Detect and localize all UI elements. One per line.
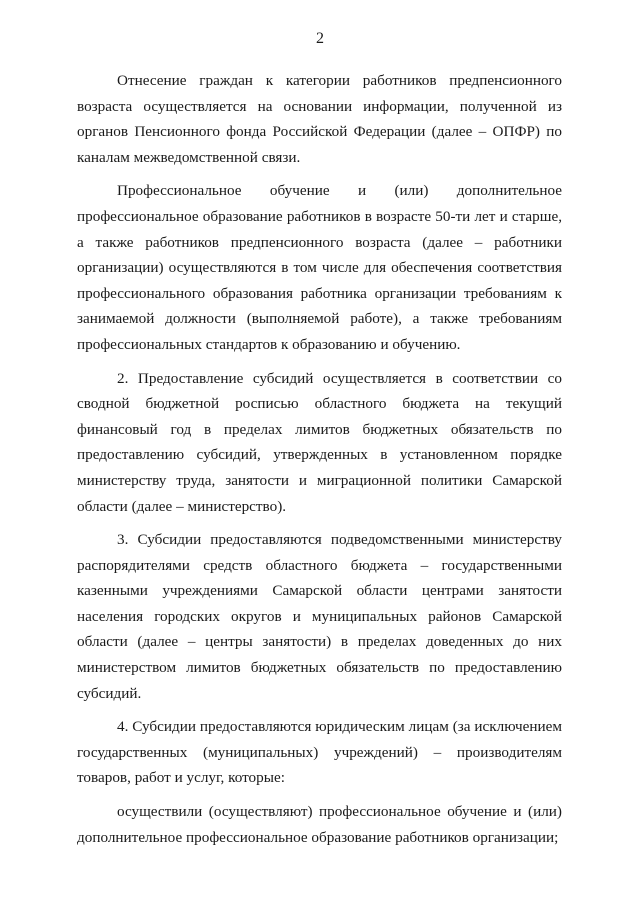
paragraph: 2. Предоставление субсидий осуществляется в соответствии со сводной бюджетной росписью областного бюджета на текущий финансовый год в пределах лимитов бюджетных обязательств по предоставлению субсидий, утвержденных в установленном порядке министерству труда, занятости и миграционной политики Самарской области (далее – министерство). (77, 369, 562, 515)
paragraph: 4. Субсидии предоставляются юридическим лицам (за исключением государственных (муниципальных) учреждений) – производителям товаров, работ и услуг, которые: (77, 718, 562, 787)
page-number: 2 (316, 30, 324, 47)
document-body (77, 68, 562, 858)
paragraph: осуществили (осуществляют) профессиональное обучение и (или) дополнительное профессиональное образование работников организации; (77, 803, 562, 846)
paragraph: Отнесение граждан к категории работников предпенсионного возраста осуществляется на основании информации, полученной из органов Пенсионного фонда Российской Федерации (далее – ОПФР) по каналам межведомственной связи. (77, 72, 562, 166)
paragraph: Профессиональное обучение и (или) дополнительное профессиональное образование работников в возрасте 50-ти лет и старше, а также работников предпенсионного возраста (далее – работники организации) осуществляются в том числе для обеспечения соответствия профессионального образования работника организации требованиям к занимаемой должности (выполняемой работе), а также требованиям профессиональных стандартов к образованию и обучению. (77, 182, 562, 353)
paragraph: 3. Субсидии предоставляются подведомственными министерству распорядителями средств областного бюджета – государственными казенными учреждениями Самарской области центрами занятости населения городских округов и муниципальных районов Самарской области (далее – центры занятости) в пределах доведенных до них министерством лимитов бюджетных обязательств по предоставлению субсидий. (77, 531, 562, 702)
